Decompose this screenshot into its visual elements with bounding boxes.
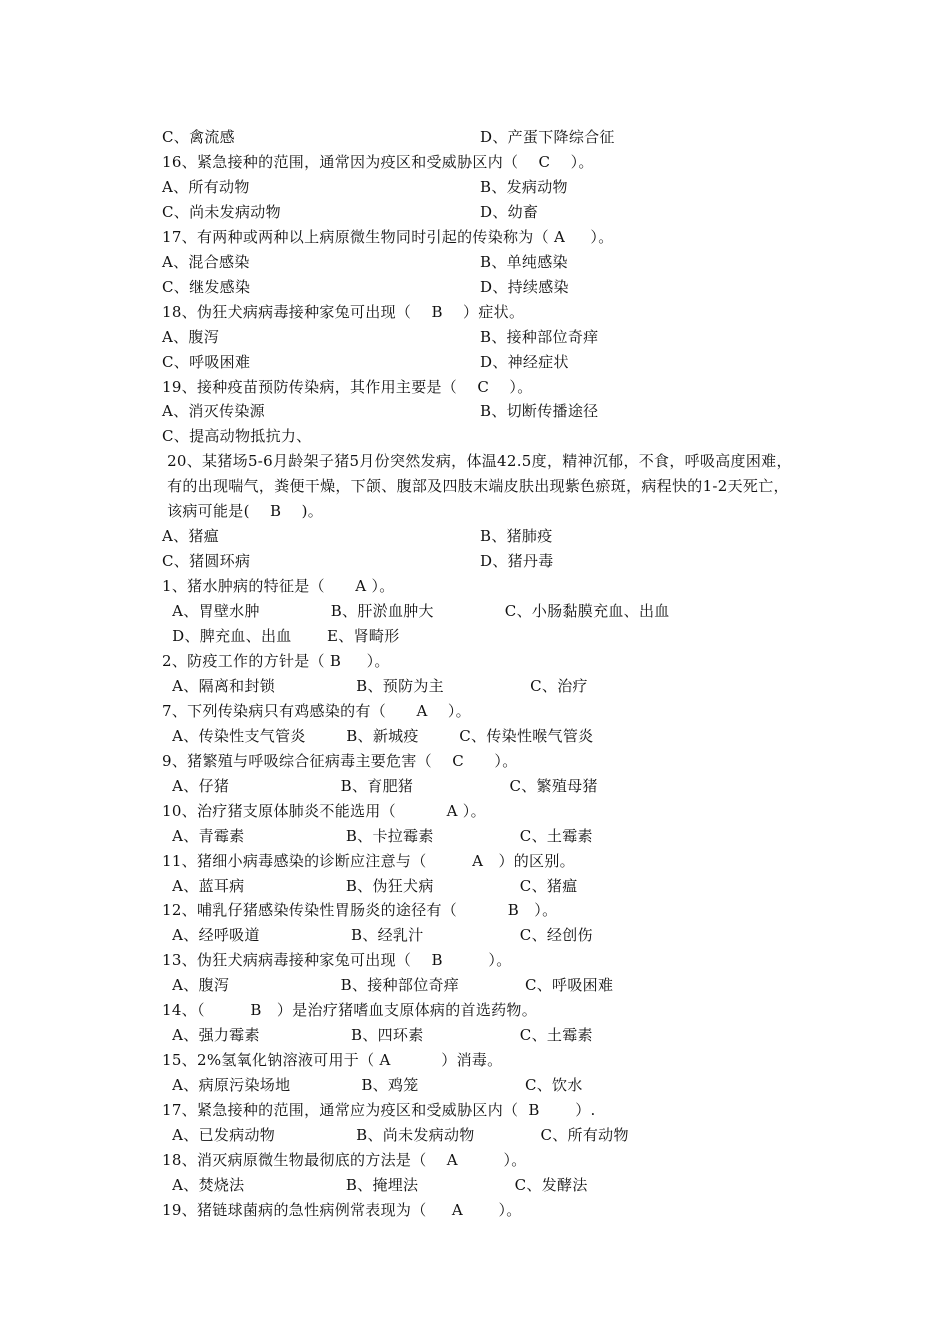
text-line: C、提高动物抵抗力、 (162, 427, 312, 446)
text-line: A、隔离和封锁 B、预防为主 C、治疗 (162, 676, 588, 695)
text-line: 19、接种疫苗预防传染病，其作用主要是（ C ）。 (162, 377, 533, 396)
text-line: A、胃壁水肿 B、肝淤血肿大 C、小肠黏膜充血、出血 (162, 602, 670, 621)
text-line: A、混合感染 (162, 252, 250, 271)
option-right: B、发病动物 (480, 177, 568, 196)
text-line: 15、2%氢氧化钠溶液可用于（ A ）消毒。 (162, 1051, 503, 1070)
text-line: A、焚烧法 B、掩埋法 C、发酵法 (162, 1175, 588, 1194)
text-line: C、尚未发病动物 (162, 202, 281, 221)
text-line: 14、（ B ）是治疗猪嗜血支原体病的首选药物。 (162, 1001, 538, 1020)
option-right: B、猪肺疫 (480, 527, 553, 546)
text-line: 17、紧急接种的范围，通常应为疫区和受威胁区内（ B ）. (162, 1101, 596, 1120)
text-line: A、青霉素 B、卡拉霉素 C、土霉素 (162, 826, 593, 845)
text-line: 17、有两种或两种以上病原微生物同时引起的传染称为（ A ）。 (162, 227, 614, 246)
text-line: A、腹泻 B、接种部位奇痒 C、呼吸困难 (162, 976, 614, 995)
text-line: A、经呼吸道 B、经乳汁 C、经创伤 (162, 926, 593, 945)
text-line: 18、消灭病原微生物最彻底的方法是（ A ）。 (162, 1150, 527, 1169)
option-right: B、切断传播途径 (480, 402, 599, 421)
text-line: A、所有动物 (162, 177, 250, 196)
text-line: A、仔猪 B、育肥猪 C、繁殖母猪 (162, 776, 598, 795)
text-line: 20、某猪场5-6月龄架子猪5月份突然发病，体温42.5度，精神沉郁，不食，呼吸高度困难， (162, 452, 792, 471)
text-line: 18、伪狂犬病病毒接种家兔可出现（ B ）症状。 (162, 302, 525, 321)
text-line: A、病原污染场地 B、鸡笼 C、饮水 (162, 1076, 583, 1095)
text-line: 2、防疫工作的方针是（ B ）。 (162, 651, 390, 670)
text-line: 有的出现喘气，粪便干燥，下颌、腹部及四肢末端皮肤出现紫色瘀斑，病程快的1-2天死亡， (162, 477, 789, 496)
text-line: 9、猪繁殖与呼吸综合征病毒主要危害（ C ）。 (162, 751, 518, 770)
text-line: 16、紧急接种的范围，通常因为疫区和受威胁区内（ C ）。 (162, 152, 594, 171)
option-right: D、猪丹毒 (480, 552, 554, 571)
text-line: A、蓝耳病 B、伪狂犬病 C、猪瘟 (162, 876, 578, 895)
text-line: A、已发病动物 B、尚未发病动物 C、所有动物 (162, 1126, 629, 1144)
text-line: 12、哺乳仔猪感染传染性胃肠炎的途径有（ B ）。 (162, 901, 558, 920)
text-line: C、呼吸困难 (162, 352, 251, 371)
option-right: D、持续感染 (480, 277, 569, 296)
text-line: 1、猪水肿病的特征是（ A ）。 (162, 577, 395, 596)
text-line: 10、治疗猪支原体肺炎不能选用（ A ）。 (162, 801, 486, 820)
text-line: C、禽流感 (162, 128, 235, 146)
text-line: A、消灭传染源 (162, 402, 265, 421)
option-right: B、接种部位奇痒 (480, 327, 599, 346)
option-right: D、产蛋下降综合征 (480, 128, 615, 146)
option-right: D、幼畜 (480, 202, 539, 221)
text-line: A、强力霉素 B、四环素 C、土霉素 (162, 1026, 593, 1045)
text-line: C、继发感染 (162, 277, 251, 296)
text-line: 11、猪细小病毒感染的诊断应注意与（ A ）的区别。 (162, 851, 575, 870)
option-right: D、神经症状 (480, 352, 569, 371)
text-line: 7、下列传染病只有鸡感染的有（ A ）。 (162, 701, 471, 720)
text-line: A、传染性支气管炎 B、新城疫 C、传染性喉气管炎 (162, 726, 594, 745)
text-line: 该病可能是( B )。 (162, 502, 324, 521)
option-right: B、单纯感染 (480, 252, 568, 271)
text-line: 19、猪链球菌病的急性病例常表现为（ A ）。 (162, 1200, 522, 1219)
text-line: A、猪瘟 (162, 527, 220, 546)
text-line: D、脾充血、出血 E、肾畸形 (162, 627, 400, 645)
text-line: 13、伪狂犬病病毒接种家兔可出现（ B ）。 (162, 951, 512, 970)
text-line: A、腹泻 (162, 327, 220, 346)
text-line: C、猪圆环病 (162, 552, 251, 571)
